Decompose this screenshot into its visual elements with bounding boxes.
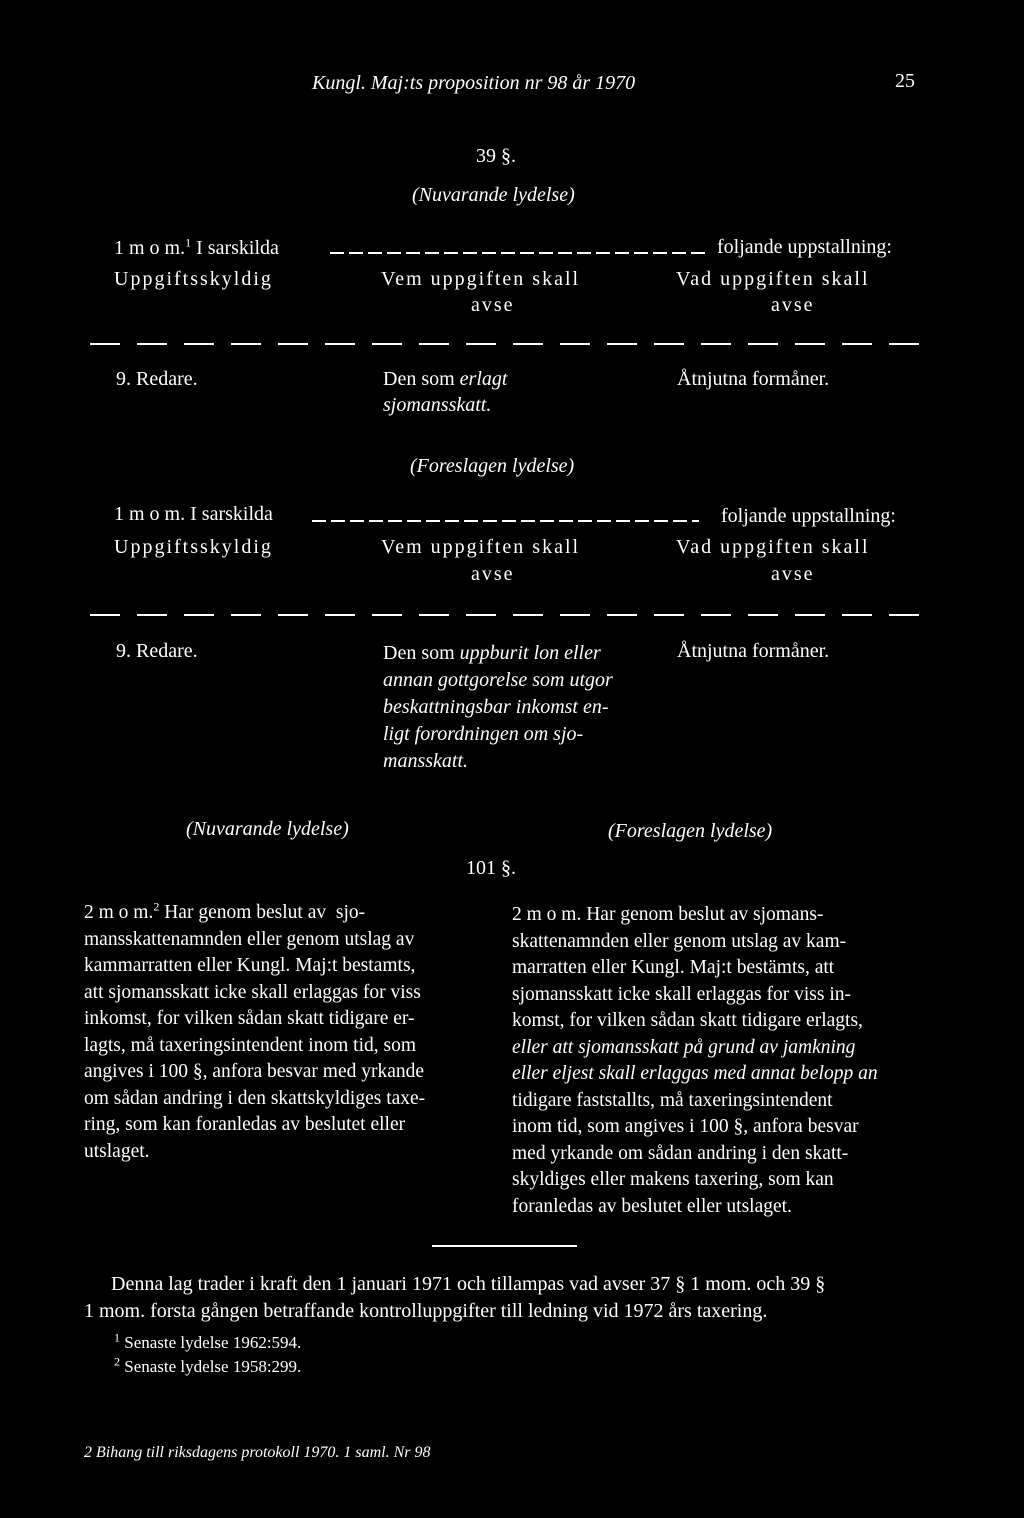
elision-dashes-proposed (312, 520, 699, 522)
col-head-vad-avse: avse (771, 294, 815, 316)
footnote-2: $^2$ Senaste lydelse 1958:299. (114, 1354, 302, 1376)
page-number: 25 (895, 70, 915, 92)
col-head-uppgiftsskyldig: Uppgiftsskyldig (114, 268, 273, 290)
row-who-current: Den som erlagt (383, 368, 508, 390)
table-divider-p (90, 614, 920, 616)
col-head-vad: Vad uppgiften skall (676, 268, 870, 290)
row-what-proposed: Åtnjutna formåner. (677, 640, 830, 662)
row-what-current: Åtnjutna formåner. (677, 368, 830, 390)
current-text-101: 2 m o m.$^2$ Har genom beslut av sjo- mansskattenamnden eller genom utslag av kammarratten eller Kungl. Maj:t bestamts, att sjomansskatt icke skall erlaggas for viss inkomst, for vilken sådan skatt tidigare er- lagts, må taxeringsintendent inom tid, som angives i 100 §, anfora besvar med yrkande om sådan andring i den skattskyldiges taxe- ring, som kan foranledas av beslutet eller utslaget. (84, 899, 426, 1162)
proposed-version-label: (Foreslagen lydelse) (410, 455, 575, 477)
mom-1-proposed: 1 m o m. I sarskilda (114, 503, 273, 525)
col-head-vem-avse: avse (471, 294, 515, 316)
mom-1-proposed-end: foljande uppstallning: (721, 505, 896, 527)
mom-1-current: 1 m o m.$^1$ I sarskilda (114, 235, 279, 259)
col-head-vem: Vem uppgiften skall (381, 268, 581, 290)
table-divider (90, 343, 920, 345)
col-head-vem-p: Vem uppgiften skall (381, 536, 581, 558)
row-redare-current: 9. Redare. (116, 368, 198, 390)
closing-line-2: 1 mom. forsta gången betraffande kontrolluppgifter till ledning vid 1972 års taxering. (84, 1300, 768, 1322)
proposed-version-label-101: (Foreslagen lydelse) (608, 820, 773, 842)
footnote-1: $^1$ Senaste lydelse 1962:594. (114, 1330, 302, 1352)
footer-signature: 2 Bihang till riksdagens protokoll 1970. 1 saml. Nr 98 (84, 1444, 431, 1461)
row-who-current-2: sjomansskatt. (383, 394, 492, 416)
current-version-label: (Nuvarande lydelse) (412, 184, 575, 206)
col-head-vem-avse-p: avse (471, 563, 515, 585)
current-version-label-101: (Nuvarande lydelse) (186, 818, 349, 840)
separator-rule (432, 1245, 577, 1247)
elision-dashes (330, 252, 705, 254)
proposed-text-101: 2 m o m. Har genom beslut av sjomans- skattenamnden eller genom utslag av kam- marratten eller Kungl. Maj:t bestämts, att sjomansskatt icke skall erlaggas for viss in- komst, for vilken sådan skatt tidigare erlagts, eller att sjomansskatt på grund av jamkning eller eljest skall erlaggas med annat belopp an tidigare faststallts, må taxeringsintendent inom tid, som angives i 100 §, anfora besvar med yrkande om sådan andring i den skatt- skyldiges eller makens taxering, som kan foranledas av beslutet eller utslaget. (512, 904, 878, 1217)
col-head-vad-p: Vad uppgiften skall (676, 536, 870, 558)
col-head-vad-avse-p: avse (771, 563, 815, 585)
section-101-heading: 101 §. (466, 857, 516, 879)
row-redare-proposed: 9. Redare. (116, 640, 198, 662)
col-head-uppgiftsskyldig-p: Uppgiftsskyldig (114, 536, 273, 558)
running-title: Kungl. Maj:ts proposition nr 98 år 1970 (312, 72, 636, 94)
section-39-heading: 39 §. (476, 145, 516, 167)
row-who-proposed: Den som uppburit lon eller annan gottgorelse som utgor beskattningsbar inkomst en- ligt forordningen om sjo- mansskatt. (383, 642, 613, 772)
mom-1-current-end: foljande uppstallning: (717, 236, 892, 258)
closing-line-1: Denna lag trader i kraft den 1 januari 1971 och tillampas vad avser 37 § 1 mom. och 39 § (111, 1273, 826, 1295)
